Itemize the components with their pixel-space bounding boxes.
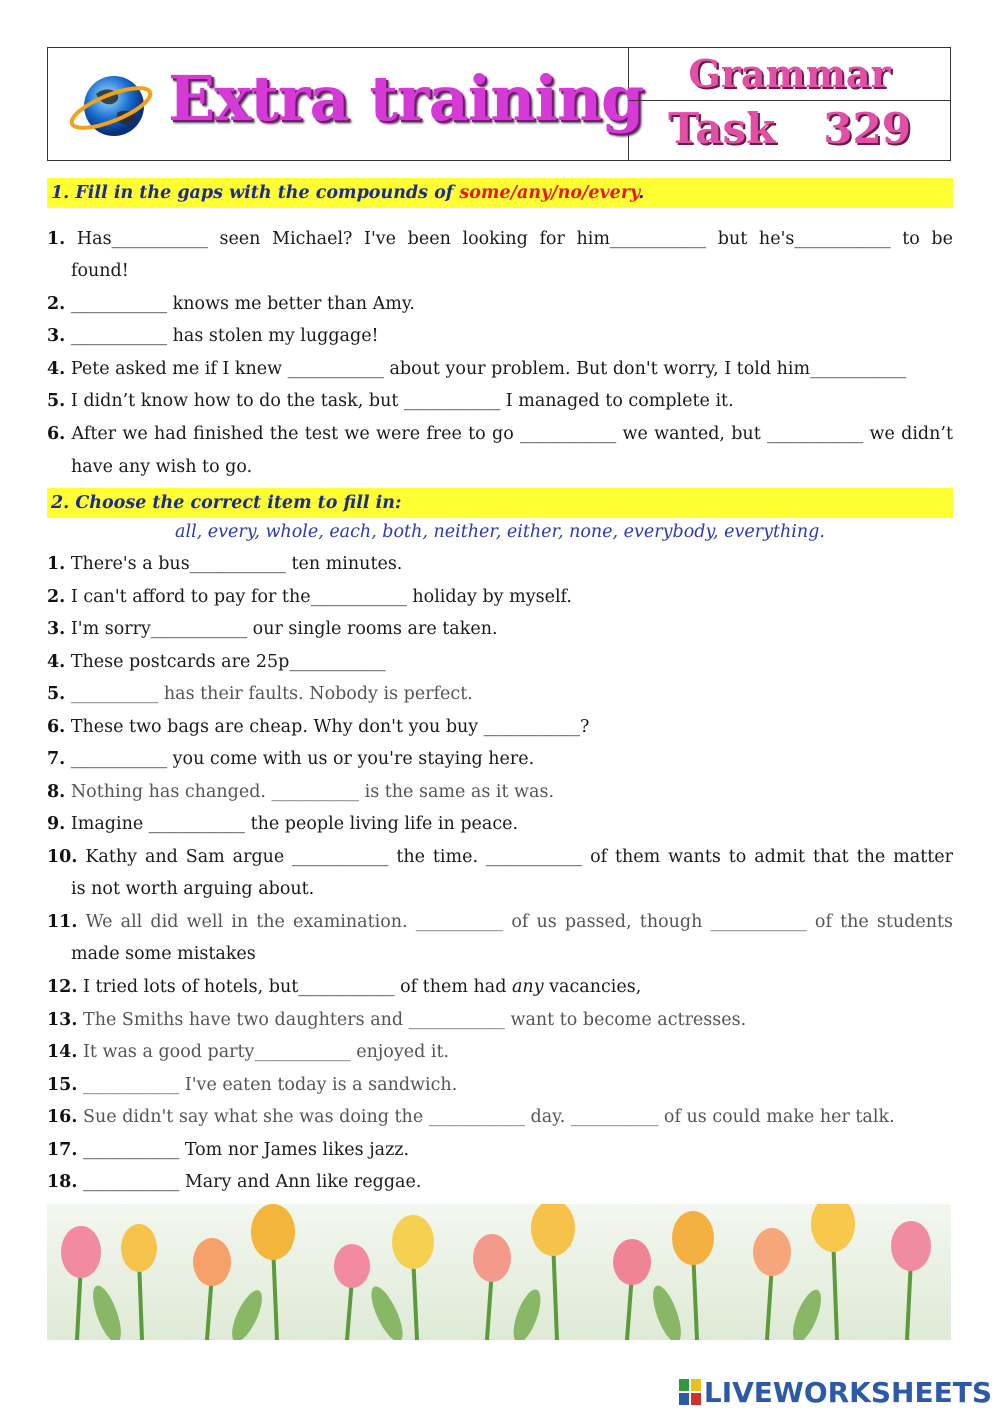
list-item: 3. I'm sorry___________ our single rooms are taken. xyxy=(47,619,498,639)
list-item: 8. Nothing has changed. __________ is the same as it was. xyxy=(47,782,555,802)
list-item: 1. Has___________ seen Michael? I've been looking for him___________ but he's___________ to be xyxy=(47,229,953,249)
list-item: 14. It was a good party___________ enjoyed it. xyxy=(47,1042,450,1062)
list-item: 11. We all did well in the examination. __________ of us passed, though ___________ of the students xyxy=(47,912,953,932)
list-item: 12. I tried lots of hotels, but___________ of them had any vacancies, xyxy=(47,977,642,997)
compounds-highlight: some/any/no/every xyxy=(459,183,639,203)
list-item: 7. ___________ you come with us or you're staying here. xyxy=(47,749,535,769)
list-item: 15. ___________ I've eaten today is a sandwich. xyxy=(47,1075,458,1095)
list-item: 4. These postcards are 25p___________ xyxy=(47,652,386,672)
exercise1-instruction: 1. Fill in the gaps with the compounds of some/any/no/every. xyxy=(47,178,953,208)
list-item: 16. Sue didn't say what she was doing the ___________ day. __________ of us could make her talk. xyxy=(47,1107,895,1127)
list-item: 17. ___________ Tom nor James likes jazz. xyxy=(47,1140,410,1160)
list-item: 1. There's a bus___________ ten minutes. xyxy=(47,554,403,574)
list-item: 18. ___________ Mary and Ann like reggae. xyxy=(47,1172,422,1192)
list-item: 2. I can't afford to pay for the___________ holiday by myself. xyxy=(47,587,572,607)
list-item: 5. __________ has their faults. Nobody is perfect. xyxy=(47,684,473,704)
liveworksheets-logo xyxy=(679,1376,992,1409)
list-item: 10. Kathy and Sam argue ___________ the time. ___________ of them wants to admit that the matter xyxy=(47,847,953,867)
header-title-cell xyxy=(48,48,644,160)
subject-label: Grammar xyxy=(688,51,891,96)
list-item-continuation: have any wish to go. xyxy=(71,457,253,477)
list-item: 3. ___________ has stolen my luggage! xyxy=(47,326,379,346)
task-number: 329 xyxy=(823,104,911,153)
list-item: 4. Pete asked me if I knew ___________ about your problem. But don't worry, I told him___________ xyxy=(47,359,907,379)
worksheet-header xyxy=(47,47,951,161)
list-item-continuation: made some mistakes xyxy=(71,944,256,964)
exercise2-instruction: 2. Choose the correct item to fill in: xyxy=(47,488,953,518)
word-list: all, every, whole, each, both, neither, either, none, everybody, everything. xyxy=(175,522,825,542)
list-item-continuation: found! xyxy=(71,261,129,281)
list-item: 5. I didn’t know how to do the task, but ___________ I managed to complete it. xyxy=(47,391,734,411)
header-subject-cell xyxy=(629,48,950,101)
worksheet-title: Extra training xyxy=(168,62,644,135)
list-item: 6. These two bags are cheap. Why don't you buy ___________? xyxy=(47,717,590,737)
task-label: Task 329 xyxy=(668,104,911,153)
list-item: 13. The Smiths have two daughters and ___________ want to become actresses. xyxy=(47,1010,747,1030)
list-item: 9. Imagine ___________ the people living life in peace. xyxy=(47,814,519,834)
tulips-decoration xyxy=(47,1204,951,1340)
liveworksheets-icon xyxy=(679,1379,701,1405)
globe-icon xyxy=(66,64,156,144)
list-item-continuation: is not worth arguing about. xyxy=(71,879,315,899)
brand-name: LIVEWORKSHEETS xyxy=(703,1376,992,1409)
header-task-cell xyxy=(629,101,950,160)
list-item: 6. After we had finished the test we were free to go ___________ we wanted, but ___________ we didn’t xyxy=(47,424,953,444)
list-item: 2. ___________ knows me better than Amy. xyxy=(47,294,415,314)
